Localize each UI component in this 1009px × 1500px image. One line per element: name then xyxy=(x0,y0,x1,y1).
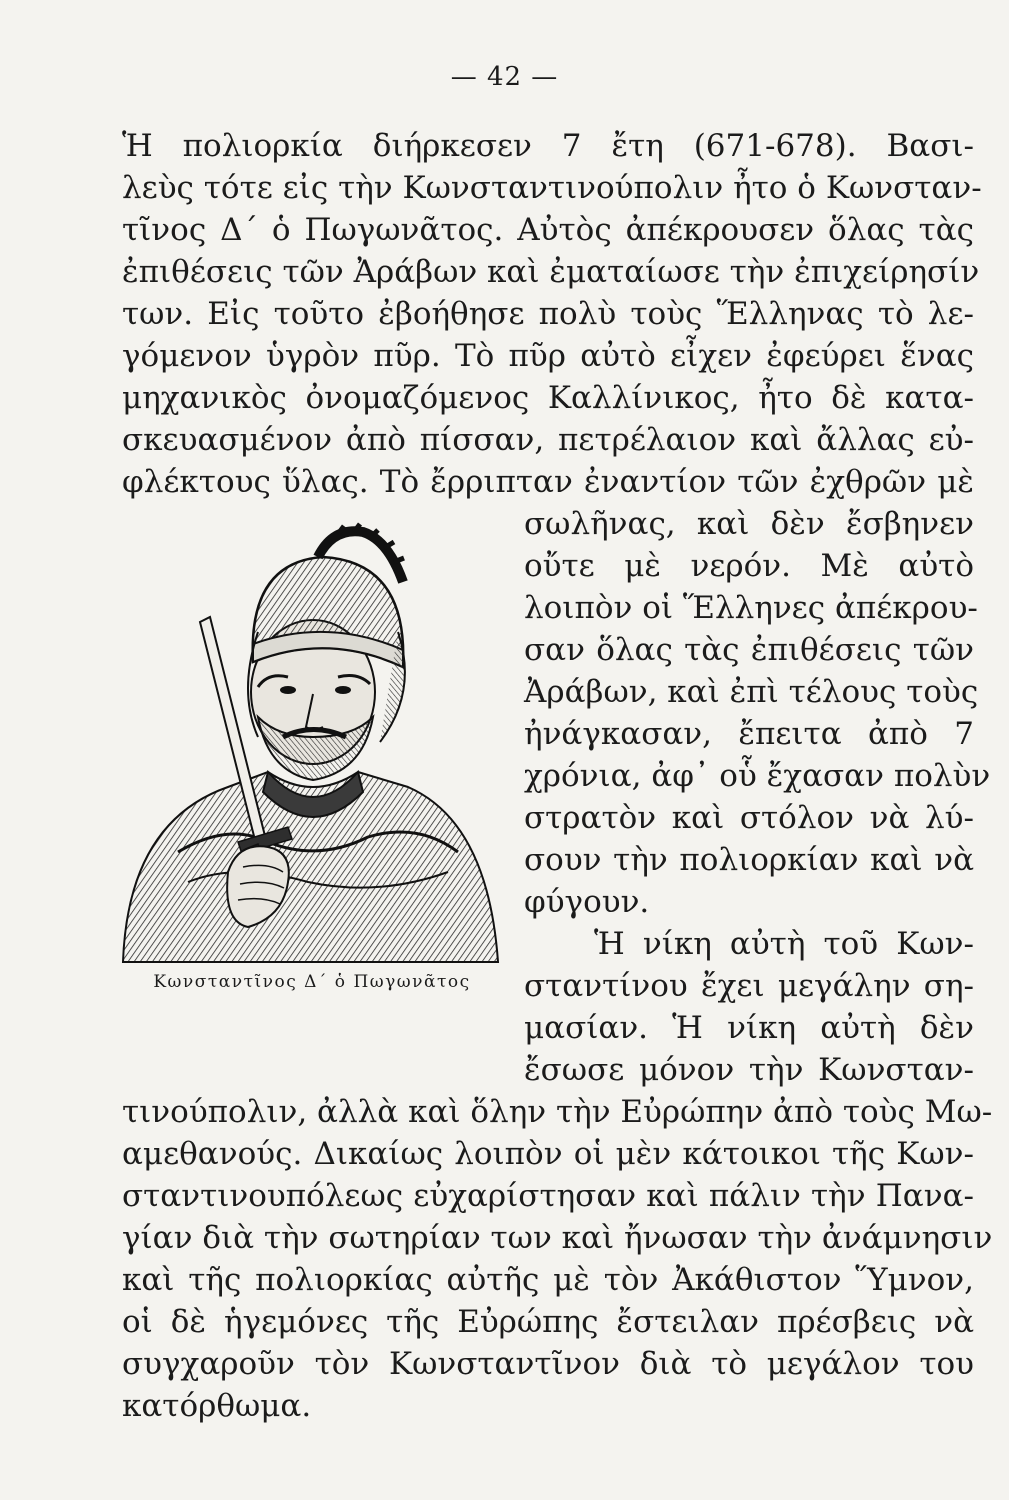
text-line: κατόρθωμα. xyxy=(122,1388,312,1424)
text-line: φύγουν. xyxy=(524,884,650,920)
text-line: στρατὸν καὶ στόλον νὰ λύ- xyxy=(524,800,974,836)
text-line: μηχανικὸς ὀνομαζόμενος Καλλίνικος, ἦτο δὲ κατα- xyxy=(122,380,974,416)
page-number: — 42 — xyxy=(450,62,559,92)
text-line: συγχαροῦν τὸν Κωνσταντῖνον διὰ τὸ μεγάλον του xyxy=(122,1346,974,1382)
paragraph-start-line: Ἡ νίκη αὐτὴ τοῦ Κων- xyxy=(594,926,974,962)
text-line: γόμενον ὑγρὸν πῦρ. Τὸ πῦρ αὐτὸ εἶχεν ἐφεύρει ἕνας xyxy=(122,338,974,374)
text-line: σαν ὅλας τὰς ἐπιθέσεις τῶν xyxy=(524,632,974,668)
text-line: ἔσωσε μόνον τὴν Κωνσταν- xyxy=(524,1052,974,1088)
text-line: Ἀράβων, καὶ ἐπὶ τέλους τοὺς xyxy=(524,674,979,710)
text-line: λεὺς τότε εἰς τὴν Κωνσταντινούπολιν ἦτο ὁ Κωνσταν- xyxy=(122,170,982,206)
text-line: οἱ δὲ ἡγεμόνες τῆς Εὐρώπης ἔστειλαν πρέσβεις νὰ xyxy=(122,1304,974,1340)
text-line: σταντίνου ἔχει μεγάλην ση- xyxy=(524,968,974,1004)
text-line: φλέκτους ὕλας. Τὸ ἔρριπταν ἐναντίον τῶν ἐχθρῶν μὲ xyxy=(122,464,974,500)
text-line: σταντινουπόλεως εὐχαρίστησαν καὶ πάλιν τὴν Πανα- xyxy=(122,1178,974,1214)
text-line: οὔτε μὲ νερόν. Μὲ αὐτὸ xyxy=(524,548,974,584)
text-line: σουν τὴν πολιορκίαν καὶ νὰ xyxy=(524,842,974,878)
text-line: τῖνος Δ΄ ὁ Πωγωνᾶτος. Αὐτὸς ἀπέκρουσεν ὅλας τὰς xyxy=(122,212,974,248)
text-line: Ἡ πολιορκία διήρκεσεν 7 ἔτη (671-678). Βασι- xyxy=(122,128,974,164)
text-line: καὶ τῆς πολιορκίας αὐτῆς μὲ τὸν Ἀκάθιστον Ὕμνον, xyxy=(122,1262,974,1298)
text-line: σωλῆνας, καὶ δὲν ἔσβηνεν xyxy=(524,506,974,542)
emperor-portrait-illustration xyxy=(118,522,503,967)
text-line: σκευασμένον ἀπὸ πίσσαν, πετρέλαιον καὶ ἄλλας εὐ- xyxy=(122,422,974,458)
text-line: των. Εἰς τοῦτο ἐβοήθησε πολὺ τοὺς Ἕλληνας τὸ λε- xyxy=(122,296,974,332)
text-line: τινούπολιν, ἀλλὰ καὶ ὅλην τὴν Εὐρώπην ἀπὸ τοὺς Μω- xyxy=(122,1094,993,1130)
text-line: χρόνια, ἀφ᾽ οὗ ἔχασαν πολὺν xyxy=(524,758,991,794)
text-line: μασίαν. Ἡ νίκη αὐτὴ δὲν xyxy=(524,1010,974,1046)
text-line: αμεθανούς. Δικαίως λοιπὸν οἱ μὲν κάτοικοι τῆς Κων- xyxy=(122,1136,974,1172)
text-line: ἐπιθέσεις τῶν Ἀράβων καὶ ἐματαίωσε τὴν ἐπιχείρησίν xyxy=(122,254,980,290)
text-line: ἠνάγκασαν, ἔπειτα ἀπὸ 7 xyxy=(524,716,974,752)
text-line: λοιπὸν οἱ Ἕλληνες ἀπέκρου- xyxy=(524,590,978,626)
figure-caption: Κωνσταντῖνος Δ΄ ὁ Πωγωνᾶτος xyxy=(153,972,471,992)
text-line: γίαν διὰ τὴν σωτηρίαν των καὶ ἤνωσαν τὴν ἀνάμνησιν xyxy=(122,1220,993,1256)
